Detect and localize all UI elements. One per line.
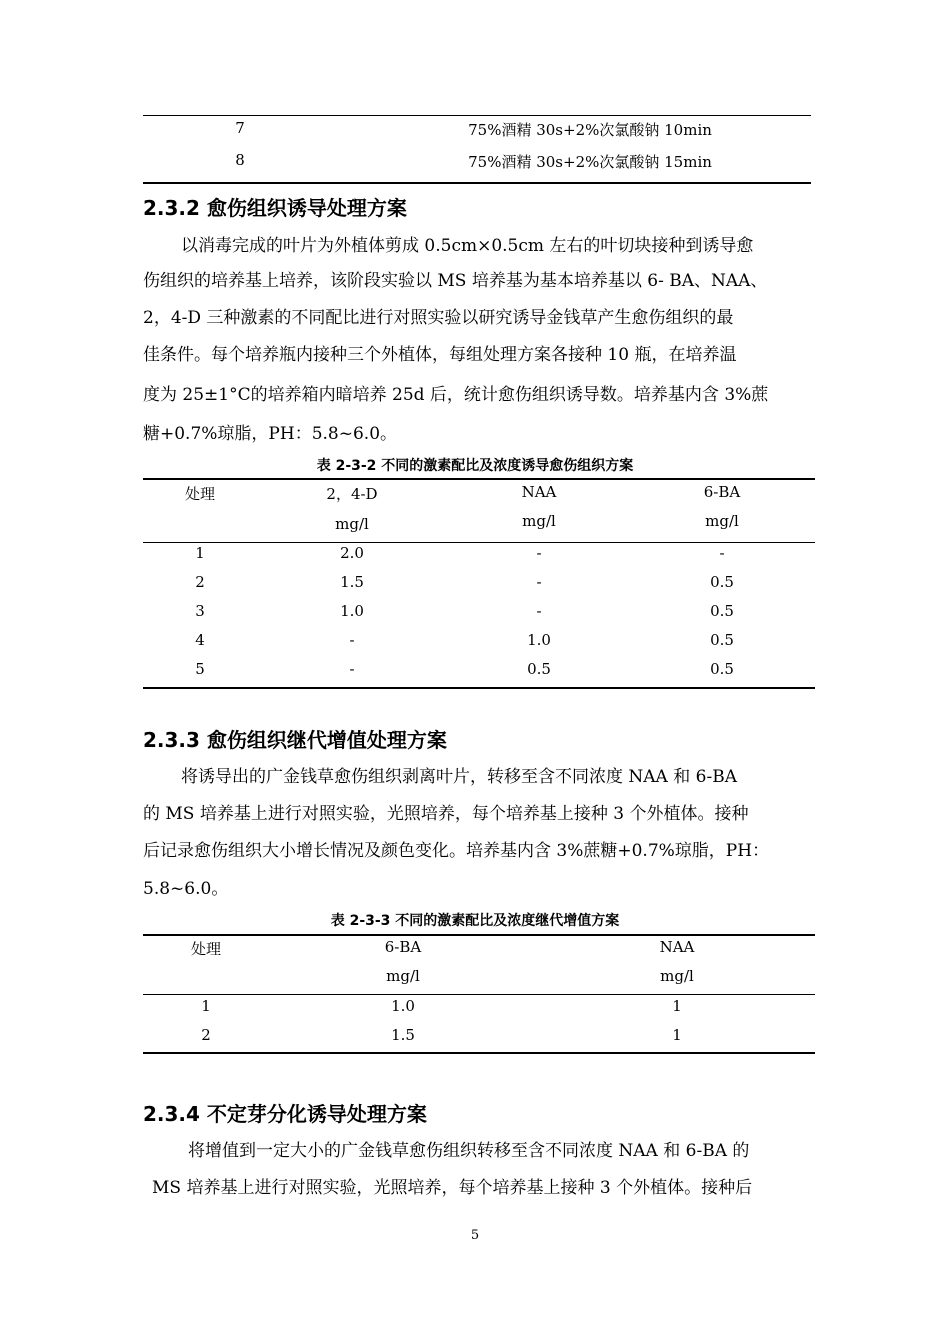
table3-top-rule (143, 934, 815, 936)
table1-bottom-rule (143, 182, 811, 184)
table2-cell: 2 (195, 573, 205, 591)
section-heading: 2.3.3 愈伤组织继代增值处理方案 (143, 728, 447, 752)
table2-cell: 5 (195, 660, 205, 678)
table2-cell: - (349, 660, 355, 678)
table2-cell: 3 (195, 602, 205, 620)
paragraph-line: 将诱导出的广金钱草愈伤组织剥离叶片，转移至含不同浓度 NAA 和 6-BA (181, 767, 737, 787)
table2-cell: 4 (195, 631, 205, 649)
table3-header-rule (143, 994, 815, 995)
table3-cell: 1 (201, 997, 211, 1015)
table3-header: 6-BA (384, 938, 422, 956)
table2-cell: - (536, 602, 542, 620)
section-heading: 2.3.4 不定芽分化诱导处理方案 (143, 1102, 427, 1126)
table2-header: 6-BA (703, 483, 741, 501)
table2-cell: 0.5 (710, 602, 734, 620)
table2-unit: mg/l (335, 515, 369, 533)
paragraph-line: 后记录愈伤组织大小增长情况及颜色变化。培养基内含 3%蔗糖+0.7%琼脂，PH： (143, 841, 770, 861)
table3-cell: 1.0 (391, 997, 415, 1015)
table3-unit: mg/l (386, 967, 420, 985)
table2-cell: 1.0 (340, 602, 364, 620)
table3-cell: 1 (672, 997, 682, 1015)
paragraph-line: 的 MS 培养基上进行对照实验，光照培养，每个培养基上接种 3 个外植体。接种 (143, 804, 749, 824)
table3-cell: 1 (672, 1026, 682, 1044)
table2-cell: - (349, 631, 355, 649)
table2-cell: 2.0 (340, 544, 364, 562)
paragraph-line: 将增值到一定大小的广金钱草愈伤组织转移至含不同浓度 NAA 和 6-BA 的 (188, 1141, 750, 1161)
table2-cell: 0.5 (710, 573, 734, 591)
table2-cell: 0.5 (710, 631, 734, 649)
paragraph-line: 伤组织的培养基上培养，该阶段实验以 MS 培养基为基本培养基以 6- BA、NAA、 (143, 271, 768, 291)
paragraph-line: 佳条件。每个培养瓶内接种三个外植体，每组处理方案各接种 10 瓶，在培养温 (143, 345, 737, 365)
table2-header: 2，4-D (326, 485, 378, 503)
table2-cell: 0.5 (710, 660, 734, 678)
table2-cell: 0.5 (527, 660, 551, 678)
paragraph-line: 以消毒完成的叶片为外植体剪成 0.5cm×0.5cm 左右的叶切块接种到诱导愈 (181, 236, 754, 256)
table2-unit: mg/l (705, 512, 739, 530)
table3-unit: mg/l (660, 967, 694, 985)
table2-cell: - (536, 544, 542, 562)
table2-cell: - (536, 573, 542, 591)
paragraph-line: 2，4-D 三种激素的不同配比进行对照实验以研究诱导金钱草产生愈伤组织的最 (143, 308, 734, 328)
table1-top-rule (143, 115, 811, 116)
table2-cell: 1.0 (527, 631, 551, 649)
table1-cell: 8 (235, 151, 245, 169)
paragraph-line: MS 培养基上进行对照实验，光照培养，每个培养基上接种 3 个外植体。接种后 (152, 1178, 753, 1198)
paragraph-line: 度为 25±1°C的培养箱内暗培养 25d 后，统计愈伤组织诱导数。培养基内含 3%蔗 (143, 385, 769, 405)
table2-header: 处理 (184, 485, 216, 503)
table3-header: 处理 (190, 940, 222, 958)
table2-header-rule (143, 542, 815, 543)
paragraph-line: 糖+0.7%琼脂，PH：5.8~6.0。 (143, 424, 398, 444)
table2-bottom-rule (143, 687, 815, 689)
table2-cell: - (719, 544, 725, 562)
table2-unit: mg/l (522, 512, 556, 530)
table2-cell: 1.5 (340, 573, 364, 591)
table1-cell: 75%酒精 30s+2%次氯酸钠 10min (468, 121, 712, 139)
table3-cell: 2 (201, 1026, 211, 1044)
table2-cell: 1 (195, 544, 205, 562)
table3-header: NAA (659, 938, 695, 956)
page-number: 5 (470, 1228, 480, 1243)
table1-cell: 7 (235, 119, 245, 137)
section-heading: 2.3.2 愈伤组织诱导处理方案 (143, 196, 407, 220)
table-caption: 表 2-3-2 不同的激素配比及浓度诱导愈伤组织方案 (316, 458, 634, 474)
table3-bottom-rule (143, 1052, 815, 1054)
table2-header: NAA (521, 483, 557, 501)
table-caption: 表 2-3-3 不同的激素配比及浓度继代增值方案 (330, 913, 620, 929)
table2-top-rule (143, 478, 815, 480)
paragraph-line: 5.8~6.0。 (143, 879, 229, 899)
table1-cell: 75%酒精 30s+2%次氯酸钠 15min (468, 153, 712, 171)
table3-cell: 1.5 (391, 1026, 415, 1044)
